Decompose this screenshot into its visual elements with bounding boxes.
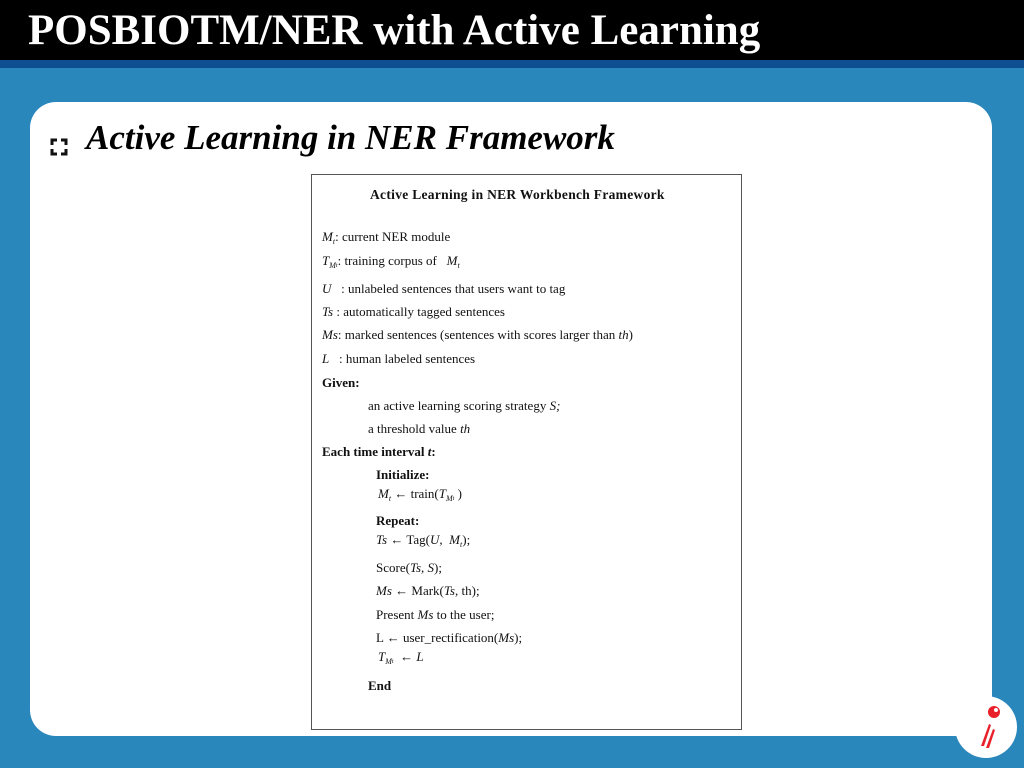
- algorithm-title: Active Learning in NER Workbench Framework: [370, 187, 665, 202]
- repeat-score: Score(Ts, S);: [376, 560, 442, 575]
- def-u: U : unlabeled sentences that users want to tag: [322, 281, 566, 296]
- institution-logo: [955, 696, 1017, 758]
- repeat-present: Present Ms to the user;: [376, 607, 495, 622]
- def-l: L : human labeled sentences: [322, 351, 476, 366]
- title-stripe: [0, 60, 1024, 68]
- def-ts: Ts : automatically tagged sentences: [322, 304, 505, 319]
- given-strategy: an active learning scoring strategy S;: [368, 398, 561, 413]
- initialize-label: Initialize:: [376, 467, 430, 482]
- given-label: Given:: [322, 375, 360, 390]
- algorithm-figure: [311, 174, 742, 730]
- def-m: $M_t$: current NER module: [322, 229, 451, 246]
- def-tm: $T_Mt$: training corpus of $M_t$: [322, 253, 460, 270]
- repeat-update-corpus: $T_Mt$ ← L: [378, 649, 424, 666]
- section-heading: Active Learning in NER Framework: [86, 118, 615, 157]
- end-label: End: [368, 678, 392, 693]
- repeat-rectify: L ← user_rectification(Ms);: [376, 630, 523, 645]
- bullet-icon: [50, 138, 68, 156]
- repeat-mark: Ms ← Mark(Ts, th);: [376, 583, 480, 598]
- def-ms: Ms: marked sentences (sentences with scores larger than th): [322, 327, 633, 342]
- initialize-train: $M_t$ ← $train(T_Mt$ ): [378, 486, 462, 503]
- each-interval-label: Each time interval t:: [322, 444, 436, 459]
- slide-title: POSBIOTM/NER with Active Learning: [28, 7, 761, 54]
- repeat-tag: Ts ← Tag(U, $M_t$);: [376, 532, 471, 549]
- logo-mark-icon: [955, 696, 1017, 758]
- given-threshold: a threshold value th: [368, 421, 471, 436]
- repeat-label: Repeat:: [376, 513, 420, 528]
